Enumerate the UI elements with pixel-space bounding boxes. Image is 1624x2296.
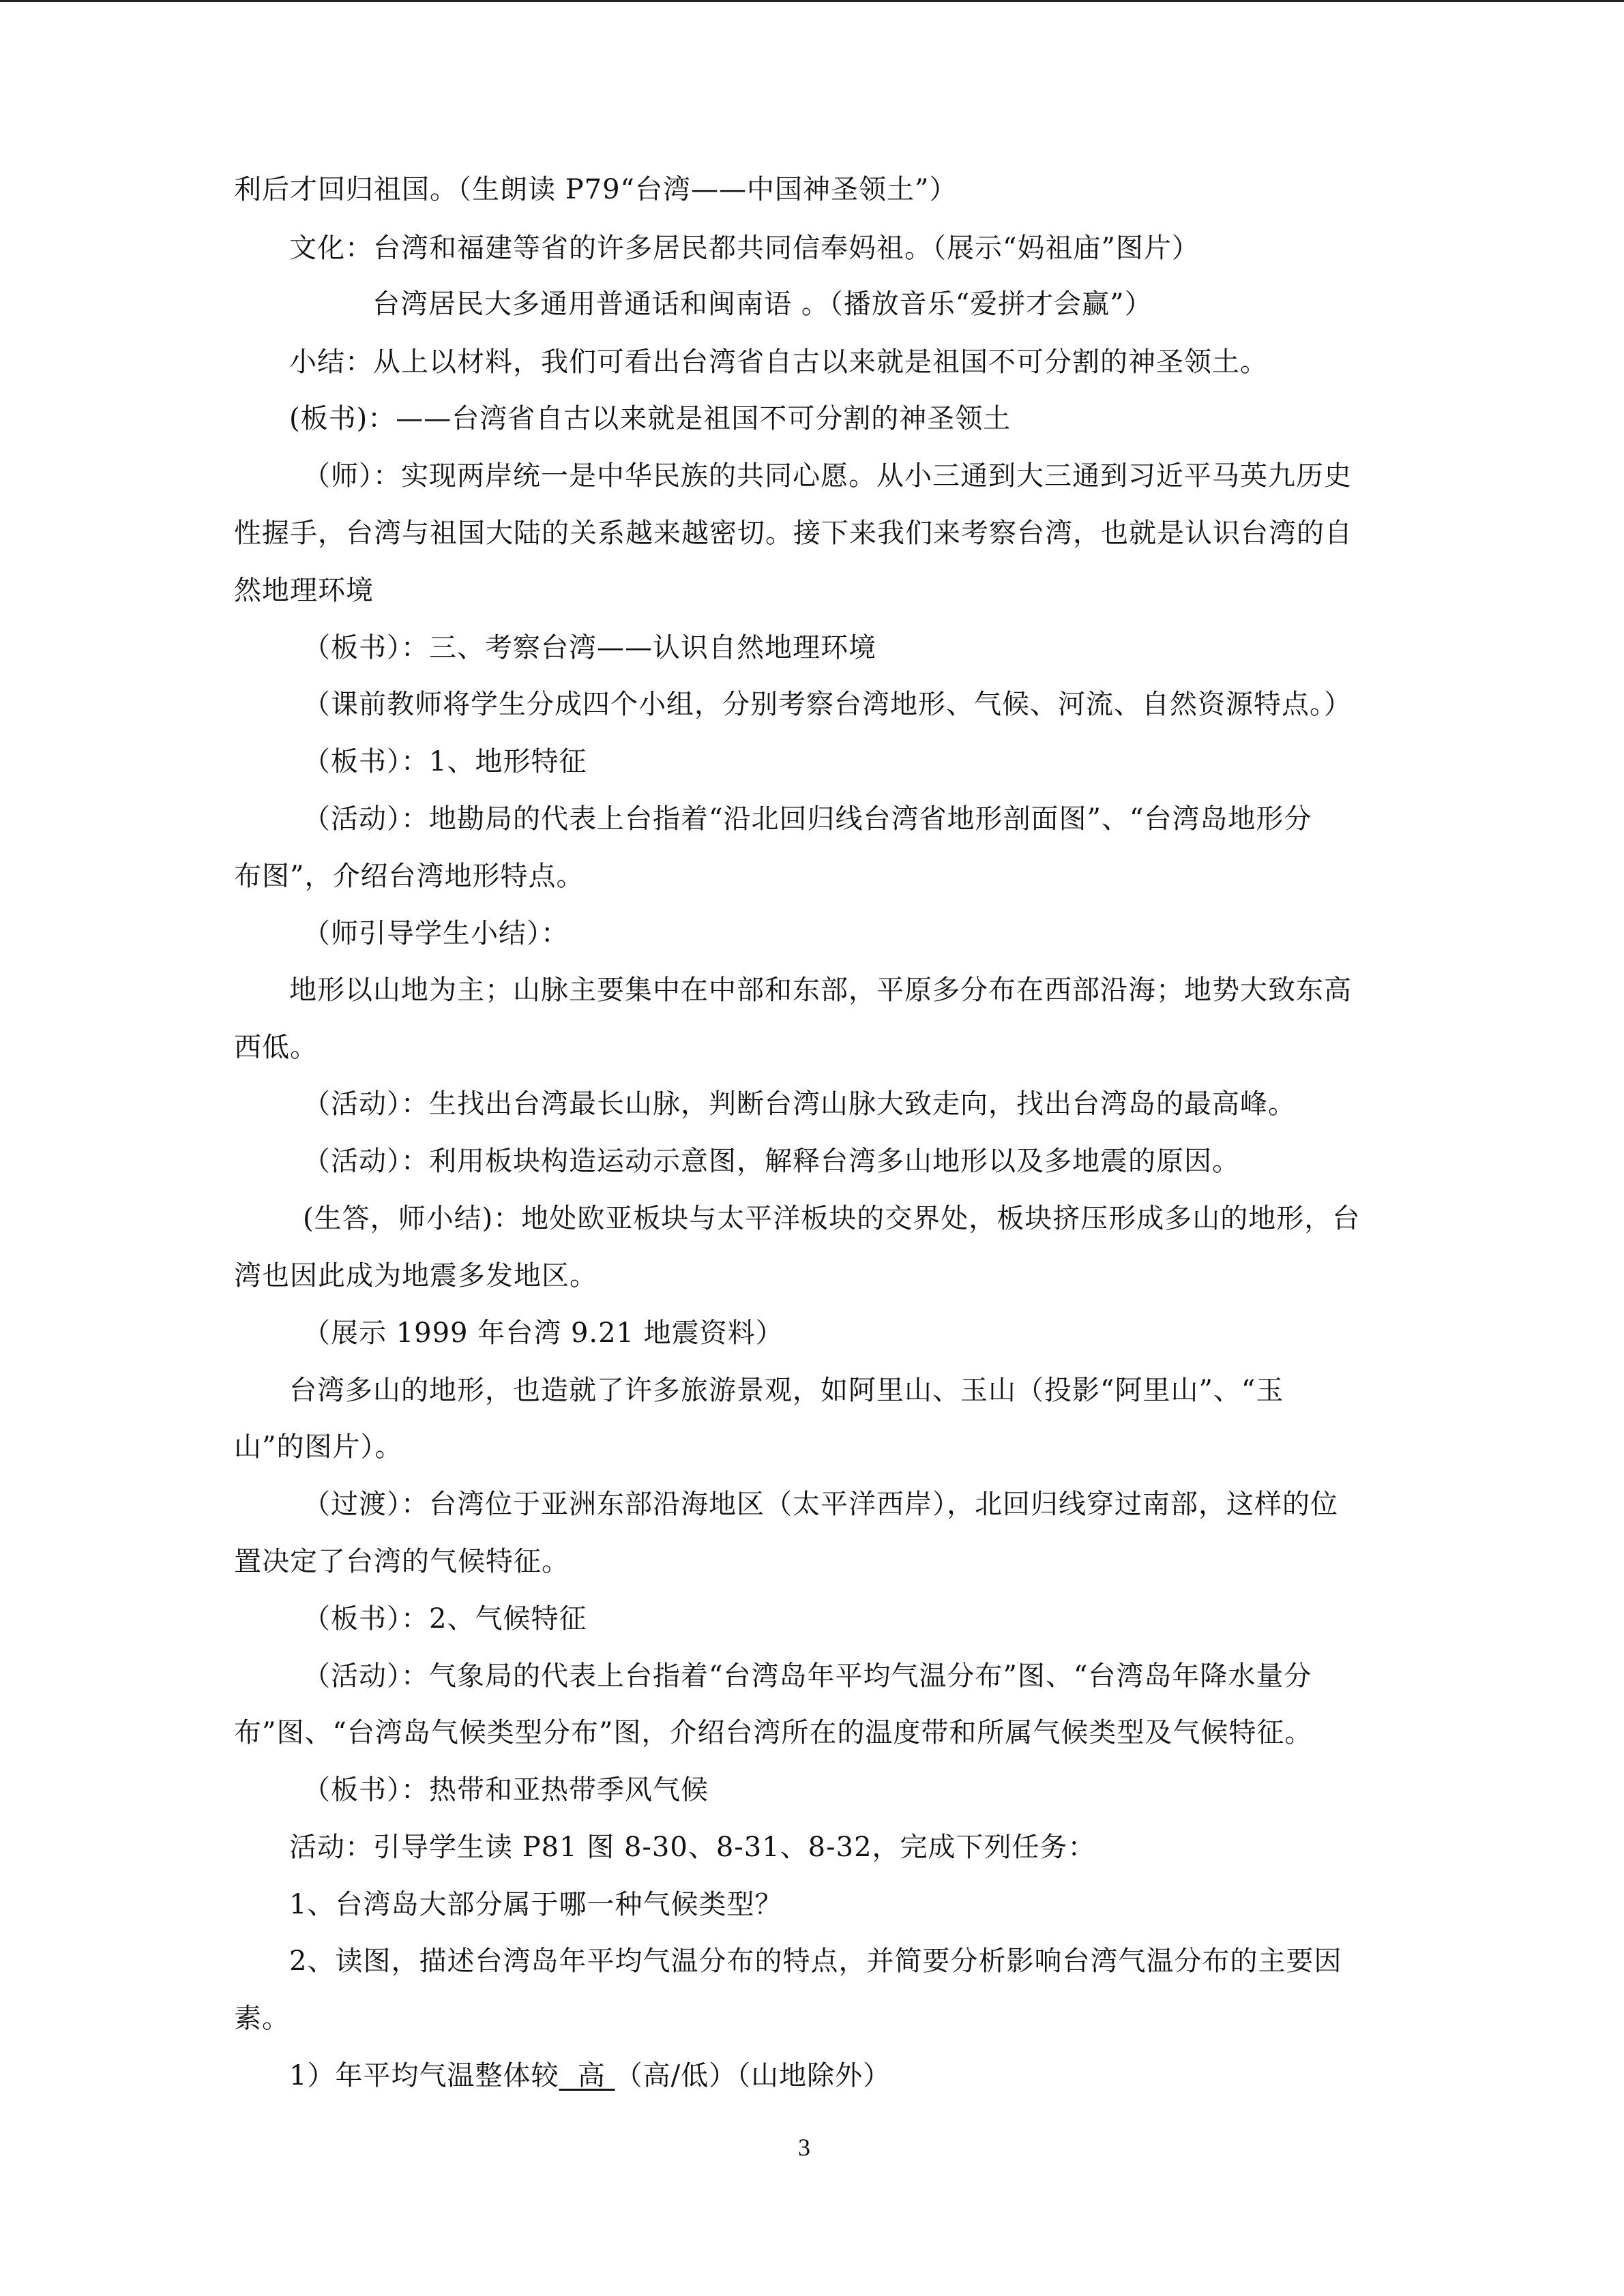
paragraph-line: (生答，师小结)：地处欧亚板块与太平洋板块的交界处，板块挤压形成多山的地形，台 bbox=[303, 1203, 1361, 1234]
paragraph-line: 湾也因此成为地震多发地区。 bbox=[234, 1260, 597, 1292]
paragraph-line: 小结：从上以材料，我们可看出台湾省自古以来就是祖国不可分割的神圣领土。 bbox=[289, 346, 1268, 378]
paragraph-line: 布”图、“台湾岛气候类型分布”图，介绍台湾所在的温度带和所属气候类型及气候特征。 bbox=[234, 1717, 1313, 1748]
paragraph-line: （板书）：热带和亚热带季风气候 bbox=[303, 1774, 709, 1806]
fill-in-line bbox=[289, 2058, 891, 2093]
paragraph-line: 素。 bbox=[234, 2003, 290, 2034]
paragraph-line: （活动）：利用板块构造运动示意图，解释台湾多山地形以及多地震的原因。 bbox=[303, 1146, 1240, 1177]
paragraph-line: 活动：引导学生读 P81 图 8-30、8-31、8-32，完成下列任务： bbox=[289, 1832, 1096, 1863]
paragraph-line: （板书）：2、气候特征 bbox=[303, 1603, 587, 1635]
paragraph-line: （活动）：生找出台湾最长山脉，判断台湾山脉大致走向，找出台湾岛的最高峰。 bbox=[303, 1088, 1296, 1120]
paragraph-line: 台湾居民大多通用普通话和闽南语 。（播放音乐“爱拼才会赢”） bbox=[372, 288, 1153, 320]
paragraph-line: （课前教师将学生分成四个小组，分别考察台湾地形、气候、河流、自然资源特点。） bbox=[303, 689, 1352, 720]
paragraph-line: 台湾多山的地形，也造就了许多旅游景观，如阿里山、玉山（投影“阿里山”、“玉 bbox=[289, 1375, 1284, 1406]
paragraph-line: （活动）：气象局的代表上台指着“台湾岛年平均气温分布”图、“台湾岛年降水量分 bbox=[303, 1660, 1312, 1692]
paragraph-line: 布图”，介绍台湾地形特点。 bbox=[234, 861, 585, 892]
paragraph-line: （活动）：地勘局的代表上台指着“沿北回归线台湾省地形剖面图”、“台湾岛地形分 bbox=[303, 803, 1312, 835]
paragraph-line: （板书）：1、地形特征 bbox=[303, 746, 587, 777]
paragraph-line: 山”的图片）。 bbox=[234, 1431, 403, 1463]
paragraph-line: 1、台湾岛大部分属于哪一种气候类型？ bbox=[289, 1889, 783, 1920]
paragraph-line: （师引导学生小结）： bbox=[303, 918, 569, 949]
paragraph-line: （过渡）：台湾位于亚洲东部沿海地区（太平洋西岸），北回归线穿过南部，这样的位 bbox=[303, 1489, 1338, 1520]
paragraph-line: 置决定了台湾的气候特征。 bbox=[234, 1546, 570, 1577]
fill-in-suffix: （高/低）（山地除外） bbox=[615, 2060, 891, 2091]
paragraph-line: 利后才回归祖国。（生朗读 P79“台湾——中国神圣领土”） bbox=[234, 174, 958, 205]
paragraph-line: 西低。 bbox=[234, 1032, 318, 1063]
top-border bbox=[0, 0, 1624, 2]
paragraph-line: （板书）：三、考察台湾——认识自然地理环境 bbox=[303, 632, 876, 664]
paragraph-line: （展示 1999 年台湾 9.21 地震资料） bbox=[303, 1317, 784, 1349]
page-number: 3 bbox=[798, 2134, 810, 2161]
paragraph-line: 2、读图，描述台湾岛年平均气温分布的特点，并简要分析影响台湾气温分布的主要因 bbox=[289, 1945, 1342, 1977]
fill-in-answer: 高 bbox=[577, 2060, 606, 2091]
paragraph-line: (板书)：——台湾省自古以来就是祖国不可分割的神圣领土 bbox=[289, 403, 1012, 434]
paragraph-line: 性握手，台湾与祖国大陆的关系越来越密切。接下来我们来考察台湾，也就是认识台湾的自 bbox=[234, 518, 1353, 549]
paragraph-line: （师）：实现两岸统一是中华民族的共同心愿。从小三通到大三通到习近平马英九历史 bbox=[303, 460, 1352, 492]
paragraph-line: 然地理环境 bbox=[234, 575, 374, 606]
paragraph-line: 地形以山地为主；山脉主要集中在中部和东部，平原多分布在西部沿海；地势大致东高 bbox=[289, 974, 1352, 1006]
paragraph-line: 文化：台湾和福建等省的许多居民都共同信奉妈祖。（展示“妈祖庙”图片） bbox=[289, 233, 1200, 264]
fill-in-prefix: 1）年平均气温整体较 bbox=[289, 2060, 559, 2091]
